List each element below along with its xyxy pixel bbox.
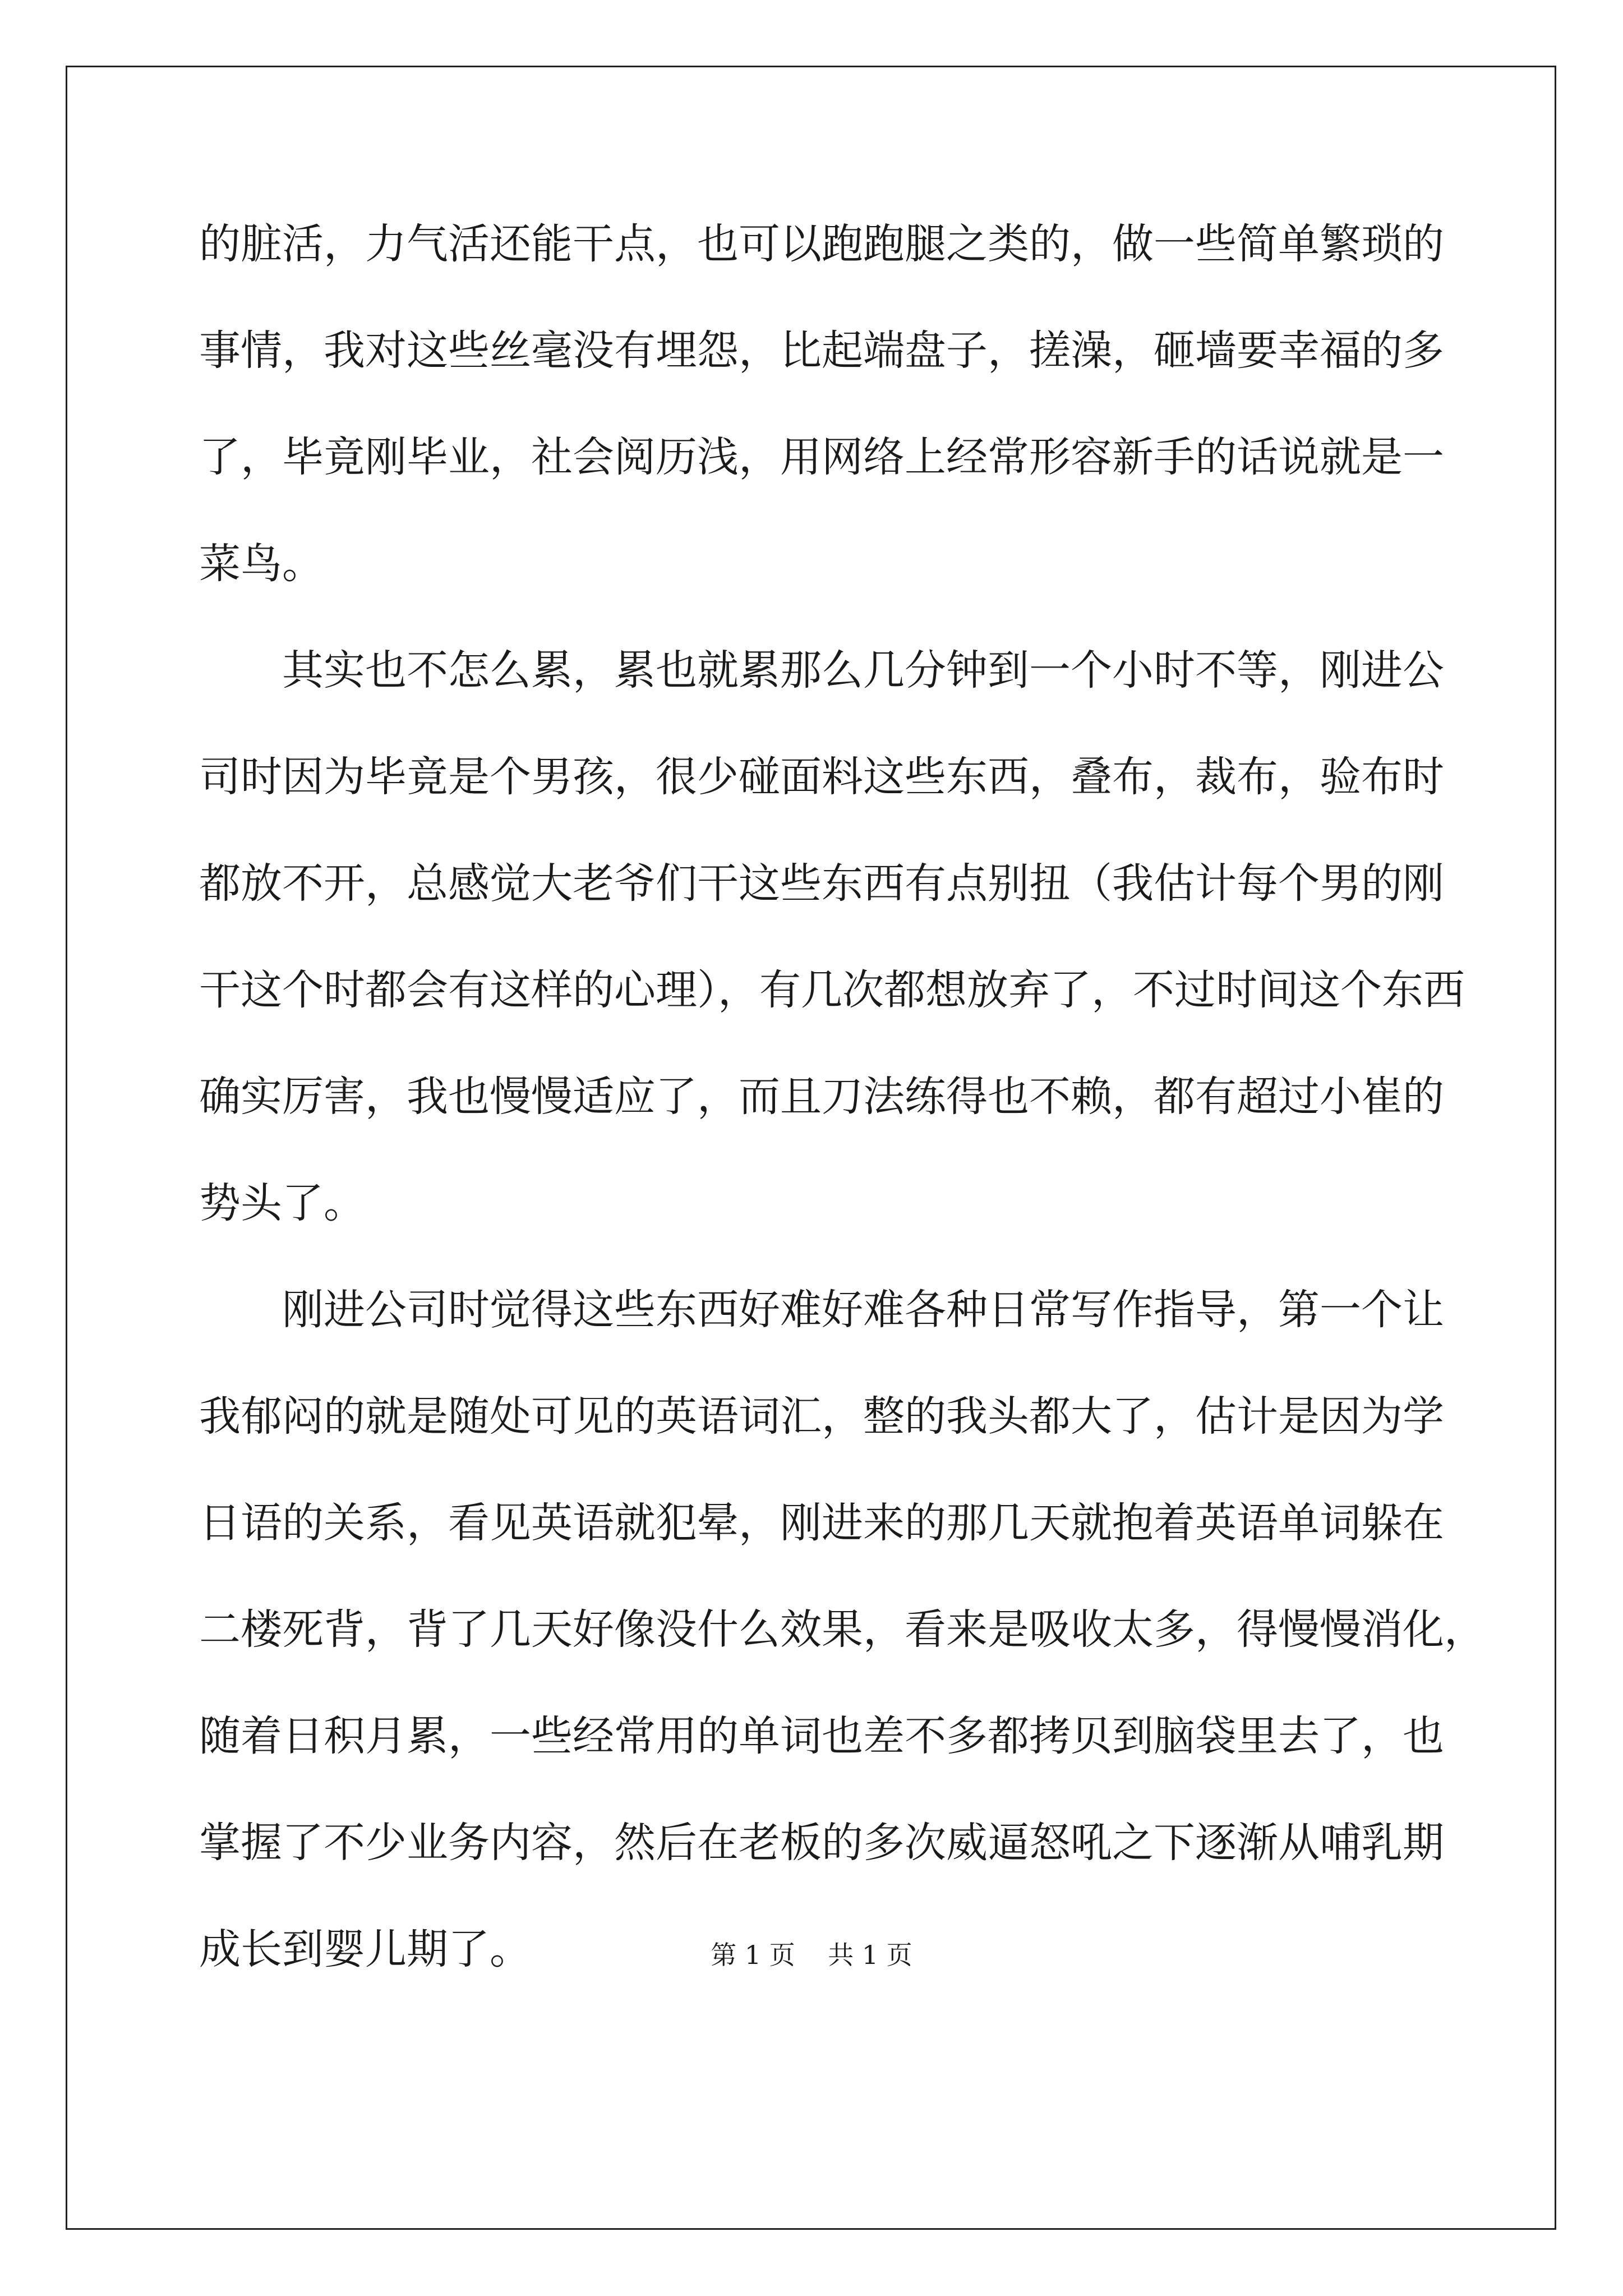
text-line: 随着日积月累，一些经常用的单词也差不多都拷贝到脑袋里去了，也: [199, 1712, 1444, 1760]
text-line: 司时因为毕竟是个男孩，很少碰面料这些东西，叠布，裁布，验布时: [199, 753, 1444, 801]
page-number: 第 1 页 共 1 页: [711, 1940, 912, 1970]
text-line: 都放不开，总感觉大老爷们干这些东西有点别扭（我估计每个男的刚: [199, 859, 1444, 908]
text-line: 掌握了不少业务内容，然后在老板的多次威逼怒吼之下逐渐从哺乳期: [199, 1819, 1444, 1867]
text-line: 势头了。: [199, 1179, 365, 1227]
text-line: 日语的关系，看见英语就犯晕，刚进来的那几天就抱着英语单词躲在: [199, 1499, 1444, 1547]
text-line: 我郁闷的就是随处可见的英语词汇，整的我头都大了，估计是因为学: [199, 1392, 1444, 1441]
text-line: 了，毕竟刚毕业，社会阅历浅，用网络上经常形容新手的话说就是一: [199, 433, 1444, 481]
text-line: 确实厉害，我也慢慢适应了，而且刀法练得也不赖，都有超过小崔的: [199, 1073, 1444, 1121]
text-line: 干这个时都会有这样的心理），有几次都想放弃了，不过时间这个东西: [199, 966, 1465, 1014]
text-line: 的脏活，力气活还能干点，也可以跑跑腿之类的，做一些简单繁琐的: [199, 220, 1444, 268]
page-border: [66, 66, 1556, 2230]
text-line: 成长到婴儿期了。: [199, 1925, 531, 1973]
text-line: 其实也不怎么累，累也就累那么几分钟到一个小时不等，刚进公: [282, 646, 1444, 694]
text-line: 二楼死背，背了几天好像没什么效果，看来是吸收太多，得慢慢消化，: [199, 1605, 1486, 1654]
text-line: 菜鸟。: [199, 540, 324, 588]
text-line: 刚进公司时觉得这些东西好难好难各种日常写作指导，第一个让: [282, 1286, 1444, 1334]
text-line: 事情，我对这些丝毫没有埋怨，比起端盘子，搓澡，砸墙要幸福的多: [199, 326, 1444, 375]
